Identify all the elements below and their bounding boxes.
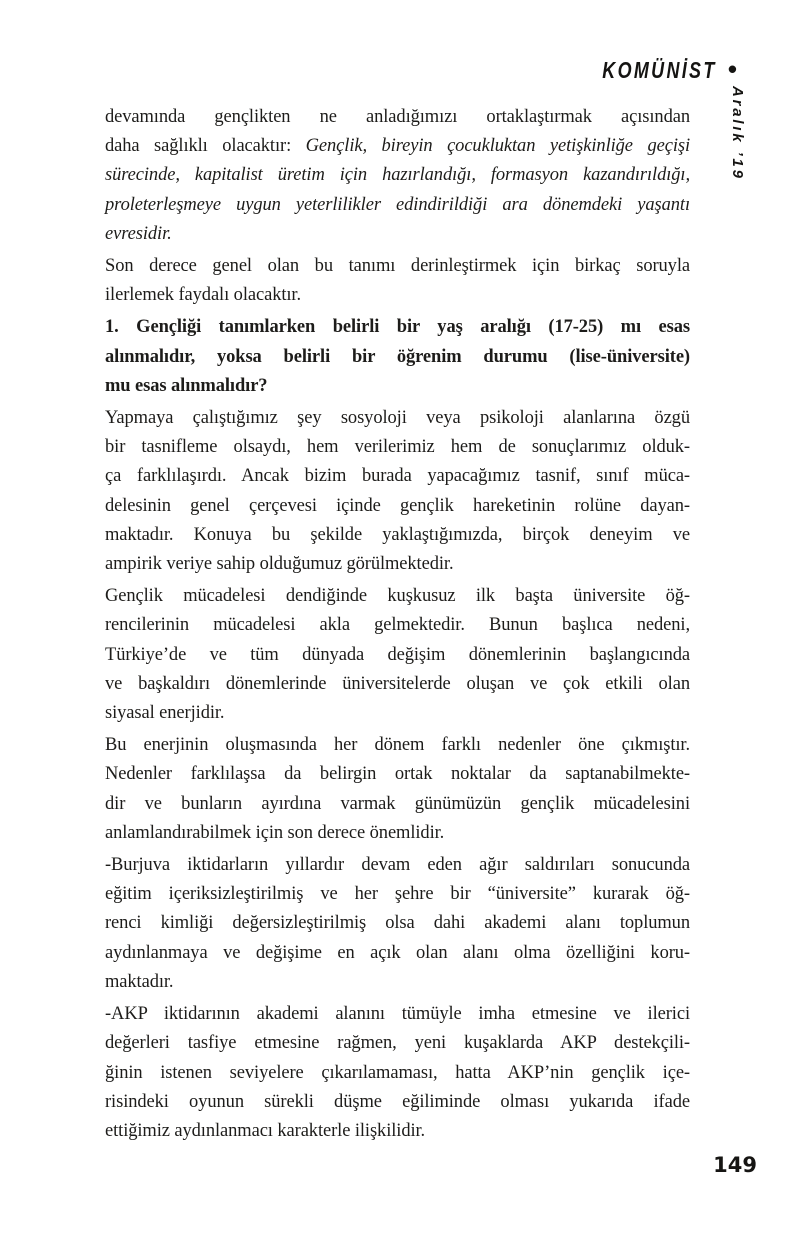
- text-run: devamında gençlikten ne anladığımızı ortaklaştırmak açısından: [105, 107, 690, 127]
- text-run: Gençlik mücadelesi dendiğinde kuşkusuz ilk başta üniversite öğ-: [105, 586, 690, 607]
- text-run: -AKP iktidarının akademi alanını tümüyle imha etmesine ve ilerici: [105, 1004, 690, 1025]
- magazine-title: KOMÜNİST: [602, 56, 717, 83]
- text-run: ampirik veriye sahip olduğumuz görülmektedir.: [105, 554, 454, 575]
- text-run: proleterleşmeye uygun yeterlilikler edindirildiği ara dönemdeki yaşantı: [105, 194, 690, 215]
- text-line: [105, 851, 690, 880]
- text-run: bir tasnifleme olsaydı, hem verilerimiz hem de sonuçlarımız olduk-: [105, 437, 690, 458]
- text-line: [105, 313, 690, 342]
- text-line: [105, 582, 690, 611]
- text-line: [105, 521, 690, 550]
- text-run: maktadır. Konuya bu şekilde yaklaştığımızda, birçok deneyim ve: [105, 524, 690, 545]
- text-line: [105, 161, 690, 190]
- text-run: ve başkaldırı dönemlerinde üniversitelerde oluşan ve çok etkili olan: [105, 673, 690, 694]
- text-line: [105, 343, 690, 372]
- text-line: [105, 909, 690, 938]
- text-line: [105, 760, 690, 789]
- text-run: renci kimliği değersizleştirilmiş olsa dahi akademi alanı toplumun: [105, 913, 690, 934]
- page-number: 149: [713, 1153, 757, 1177]
- text-line: [105, 641, 690, 670]
- text-run: eğitim içeriksizleştirilmiş ve her şehre bir “üniversite” kurarak öğ-: [105, 884, 690, 905]
- text-line: [105, 731, 690, 760]
- running-head: [570, 54, 737, 84]
- paragraph: [105, 252, 690, 310]
- text-run: değerleri tasfiye etmesine rağmen, yeni kuşaklarda AKP destekçili-: [105, 1033, 690, 1054]
- paragraph: [105, 103, 690, 249]
- text-run: daha sağlıklı olacaktır:: [105, 136, 306, 157]
- text-line: [105, 550, 690, 579]
- text-line: [105, 372, 690, 401]
- article-body: [105, 103, 690, 1149]
- text-run: Bu enerjinin oluşmasında her dönem farklı nedenler öne çıkmıştır.: [105, 735, 690, 756]
- text-line: [105, 1059, 690, 1088]
- text-run: Yapmaya çalıştığımız şey sosyoloji veya psikoloji alanlarına özgü: [105, 408, 690, 429]
- paragraph: [105, 582, 690, 728]
- text-line: [105, 132, 690, 161]
- text-run: ettiğimiz aydınlanmacı karakterle ilişkilidir.: [105, 1120, 426, 1141]
- text-run: rencilerinin mücadelesi akla gelmektedir. Bunun başlıca nedeni,: [105, 615, 690, 636]
- text-line: [105, 462, 690, 491]
- paragraph: [105, 851, 690, 997]
- text-run: ğinin istenen seviyelere çıkarılamaması, hatta AKP’nin gençlik içe-: [105, 1062, 690, 1083]
- text-line: [105, 220, 690, 249]
- text-line: [105, 492, 690, 521]
- text-run: 1. Gençliği tanımlarken belirli bir yaş aralığı (17-25) mı esas: [105, 317, 690, 338]
- text-line: [105, 191, 690, 220]
- text-line: [105, 404, 690, 433]
- text-run: evresidir.: [105, 223, 172, 244]
- text-run: mu esas alınmalıdır?: [105, 375, 268, 396]
- text-line: [105, 939, 690, 968]
- text-run: Son derece genel olan bu tanımı derinleştirmek için birkaç soruyla: [105, 256, 690, 277]
- text-run: anlamlandırabilmek için son derece önemlidir.: [105, 822, 445, 843]
- text-run: Gençlik, bireyin çocukluktan yetişkinliğe geçişi: [305, 136, 690, 157]
- text-line: [105, 252, 690, 281]
- text-line: [105, 281, 690, 310]
- text-line: [105, 699, 690, 728]
- text-run: dir ve bunların ayırdına varmak günümüzün gençlik mücadelesini: [105, 793, 690, 814]
- text-line: [105, 968, 690, 997]
- text-line: [105, 670, 690, 699]
- text-run: alınmalıdır, yoksa belirli bir öğrenim durumu (lise-üniversite): [105, 346, 690, 367]
- issue-date-vertical: Aralık ’19: [729, 86, 746, 181]
- paragraph: [105, 404, 690, 579]
- text-run: aydınlanmaya ve değişime en açık olan alanı olma özelliğini koru-: [105, 942, 690, 963]
- paragraph: [105, 1000, 690, 1146]
- text-line: [105, 103, 690, 132]
- text-run: Nedenler farklılaşsa da belirgin ortak noktalar da saptanabilmekte-: [105, 764, 690, 785]
- text-run: risindeki oyunun sürekli düşme eğiliminde olması yukarıda ifade: [105, 1091, 690, 1112]
- text-run: sürecinde, kapitalist üretim için hazırlandığı, formasyon kazandırıldığı,: [105, 165, 690, 186]
- text-run: Türkiye’de ve tüm dünyada değişim dönemlerinin başlangıcında: [105, 644, 690, 665]
- paragraph: [105, 731, 690, 848]
- text-line: [105, 1000, 690, 1029]
- text-run: siyasal enerjidir.: [105, 703, 225, 724]
- text-run: -Burjuva iktidarların yıllardır devam eden ağır saldırıları sonucunda: [105, 855, 690, 876]
- section-heading: [105, 313, 690, 401]
- text-run: maktadır.: [105, 971, 174, 992]
- text-line: [105, 1117, 690, 1146]
- text-line: [105, 790, 690, 819]
- text-line: [105, 880, 690, 909]
- bullet-icon: •: [727, 54, 737, 84]
- text-run: ça farklılaşırdı. Ancak bizim burada yapacağımız tasnif, sınıf müca-: [105, 466, 690, 487]
- text-line: [105, 819, 690, 848]
- text-line: [105, 1088, 690, 1117]
- text-run: delesinin genel çerçevesi içinde gençlik hareketinin rolüne dayan-: [105, 495, 690, 516]
- text-line: [105, 1029, 690, 1058]
- text-run: ilerlemek faydalı olacaktır.: [105, 285, 301, 306]
- text-line: [105, 433, 690, 462]
- text-line: [105, 611, 690, 640]
